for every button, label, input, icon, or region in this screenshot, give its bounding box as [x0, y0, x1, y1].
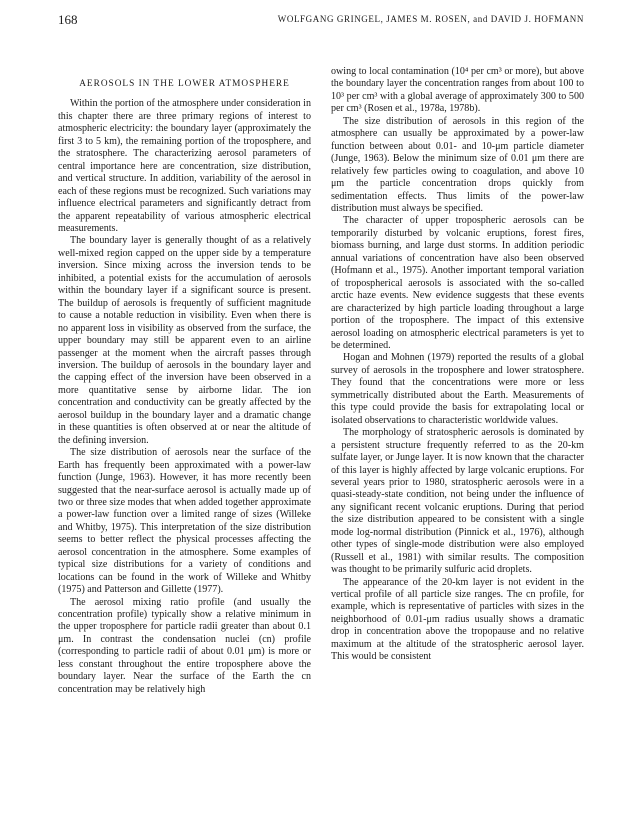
paragraph-20km-layer: The appearance of the 20-km layer is not evident in the vertical profile of all particle size ranges. The cn profile, for example, which is representative of particles with sizes in the neighborhood of 0.01-μm radius usually shows a dramatic drop in concentration above the tropopause and no relative maximum at the altitude of the stratospheric aerosol layer. This would be consistent	[331, 576, 584, 663]
paragraph-power-law: The size distribution of aerosols in this region of the atmosphere can usually be approximated by a power-law function between about 0.01- and 10-μm particle diameter (Junge, 1963). Below the minimum size of 0.01 μm there are relatively few particles owing to coagulation, and above 10 μm the particle concentration drops quickly from sedimentation effects. Thus limits of the power-law distribution must always be specified.	[331, 115, 584, 214]
section-heading: AEROSOLS IN THE LOWER ATMOSPHERE	[79, 79, 290, 89]
left-column	[58, 66, 311, 696]
paragraph-mixing-ratio: The aerosol mixing ratio profile (and usually the concentration profile) typically show a relative minimum in the upper troposphere for particle radii greater than about 0.1 μm. In contrast the condensation nuclei (cn) profile (corresponding to particle radii of about 0.01 μm) is more or less constant throughout the entire troposphere above the boundary layer. Near the surface of the Earth the cn concentration may be relatively high	[58, 596, 311, 695]
paragraph-boundary-layer: The boundary layer is generally thought of as a relatively well-mixed region capped on the upper side by a temperature inversion. Since mixing across the inversion tends to be inhibited, a potential exists for the accumulation of aerosols within the boundary layer if a significant source is present. The buildup of aerosols is frequently of sufficient magnitude to cause a notable reduction in visibility. Even when there is no apparent loss in visibility as observed from the surface, the upper boundary may still be apparent even to an airline passenger at the moment when the aircraft passes through inversion. The buildup of aerosols in the boundary layer and the capping effect of the inversion have been observed in a more quantitative sense by airborne lidar. The ion concentration and conductivity can be greatly affected by the aerosol buildup in the boundary layer and a dramatic change in these quantities is often observed at or near the altitude of the defining inversion.	[58, 235, 311, 446]
page-header	[58, 12, 584, 28]
paragraph-global-survey: Hogan and Mohnen (1979) reported the results of a global survey of aerosols in the troposphere and lower stratosphere. They found that the concentrations were more or less symmetrically distributed about the Earth. Measurements of this type could provide the basis for extrapolating local or isolated observations to characteristic worldwide values.	[331, 352, 584, 426]
paragraph-continued: owing to local contamination (10⁴ per cm³ or more), but above the boundary layer the concentration ranges from about 100 to 10³ per cm³ with a global average of approximately 300 to 500 per cm³ (Rosen et al., 1978a, 1978b).	[331, 66, 584, 115]
running-head: WOLFGANG GRINGEL, JAMES M. ROSEN, and DAVID J. HOFMANN	[277, 14, 584, 24]
paragraph-size-distribution: The size distribution of aerosols near the surface of the Earth has frequently been approximated with a power-law function (Junge, 1963). However, it has more recently been suggested that the near-surface aerosol is actually made up of two or three size modes that when added together approximate a power-law function over a limited range of sizes (Willeke and Whitby, 1975). This interpretation of the size distribution seems to better reflect the physical processes affecting the aerosol concentration in the atmosphere. Some examples of typical size distributions for a variety of conditions and locations can be found in the work of Willeke and Whitby (1975) and Patterson and Gillette (1977).	[58, 447, 311, 596]
paragraph-upper-troposphere: The character of upper tropospheric aerosols can be temporarily disturbed by volcanic eruptions, forest fires, biomass burning, and large dust storms. In addition periodic annual variations of concentration have also been observed (Hofmann et al., 1975). Another important temporal variation of tropospherical aerosols is associated with the so-called arctic haze events. New evidence suggests that these events are characterized by high particle loading throughout a large portion of the troposphere. The impact of this extensive aerosol loading on atmospheric electrical parameters is yet to be determined.	[331, 215, 584, 351]
page-number: 168	[58, 12, 78, 27]
paragraph-intro: Within the portion of the atmosphere under consideration in this chapter there are three primary regions of interest to atmospheric electricity: the boundary layer (approximately the first 3 to 5 km), the remaining portion of the troposphere, and the stratosphere. The characterizing aerosol parameters of central importance here are concentration, size distribution, and vertical structure. In addition, variability of the aerosol in each of these regions must be recognized. Such variations may influence electrical parameters and significantly detract from the apparent repeatability of various atmospheric electrical measurements.	[58, 98, 311, 234]
paragraph-stratospheric-morphology: The morphology of stratospheric aerosols is dominated by a persistent structure frequently referred to as the 20-km sulfate layer, or Junge layer. It is now known that the character of this layer is highly affected by large volcanic eruptions. For several years prior to 1980, stratospheric aerosols were in a quasi-steady-state condition, not being under the influence of any significant recent volcanic eruptions. During that period the size distribution appeared to be consistent with a single mode log-normal distribution (Pinnick et al., 1976), although other types of single-mode distribution were also employed (Russell et al., 1981) with similar results. The composition was thought to be primarily sulfuric acid droplets.	[331, 427, 584, 576]
right-column	[331, 66, 584, 664]
